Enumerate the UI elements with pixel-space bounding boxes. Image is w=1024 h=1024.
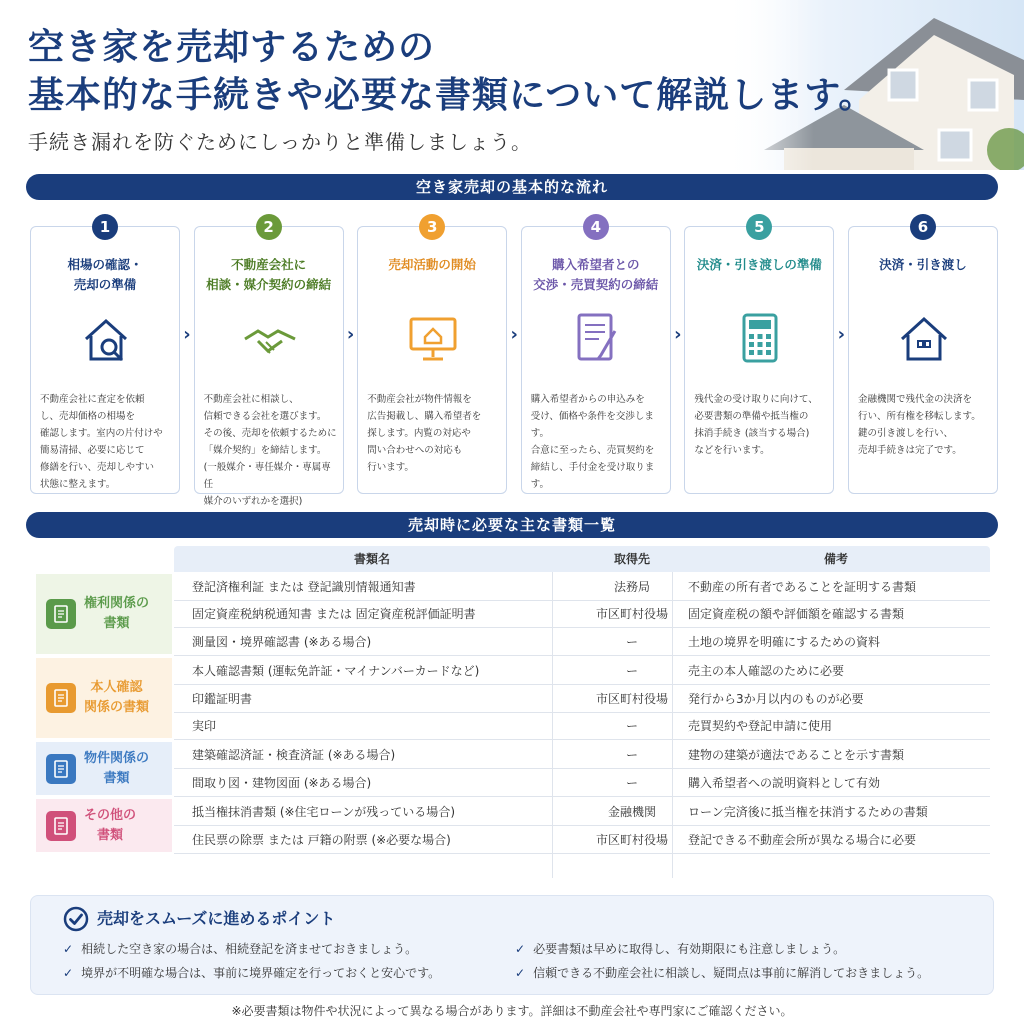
tips-box bbox=[30, 895, 994, 995]
document-name: 建築確認済証・検査済証 (※ある場合) bbox=[192, 748, 396, 763]
step-card bbox=[30, 226, 180, 494]
tip-item: ✓ 境界が不明確な場合は、事前に境界確定を行っておくと安心です。 bbox=[63, 966, 441, 980]
step-number-badge: 3 bbox=[419, 214, 445, 240]
chevron-right-icon: › bbox=[837, 324, 846, 345]
flow-step-1 bbox=[30, 214, 180, 494]
flow-steps bbox=[30, 214, 998, 507]
table-header bbox=[174, 546, 990, 572]
document-source: 市区町村役場 bbox=[595, 607, 668, 622]
category-label: 権利関係の 書類 bbox=[84, 596, 150, 632]
table-row bbox=[174, 742, 990, 769]
document-note: 発行から3か月以内のものが必要 bbox=[688, 691, 864, 706]
check-icon: ✓ bbox=[63, 942, 74, 956]
category-label: 本人確認 関係の書類 bbox=[84, 680, 150, 716]
chevron-right-icon: › bbox=[510, 324, 518, 345]
document-name: 間取り図・建物図面 (※ある場合) bbox=[192, 775, 372, 790]
document-source: 金融機関 bbox=[607, 805, 656, 820]
check-icon: ✓ bbox=[515, 966, 526, 980]
step-description: 残代金の受け取りに向けて、 必要書類の準備や抵当権の 抹消手続き (該当する場合) などを行います。 bbox=[694, 394, 818, 456]
step-number-badge: 1 bbox=[92, 214, 118, 240]
building-doc-icon bbox=[46, 754, 76, 784]
step-number-badge: 2 bbox=[256, 214, 282, 240]
column-header-note: 備考 bbox=[823, 552, 848, 566]
document-note: ローン完済後に抵当権を抹消するための書類 bbox=[688, 805, 928, 820]
document-note: 購入希望者への説明資料として有効 bbox=[688, 775, 881, 790]
flow-step-5 bbox=[684, 214, 834, 494]
table-row bbox=[174, 799, 990, 826]
step-card bbox=[194, 226, 344, 507]
documents-table bbox=[36, 546, 990, 878]
step-title: 相場の確認・ 売却の準備 bbox=[67, 257, 143, 292]
document-icon bbox=[46, 599, 76, 629]
step-description: 金融機関で残代金の決済を 行い、所有権を移転します。 鍵の引き渡しを行い、 売却手続きは完了です。 bbox=[858, 394, 981, 456]
document-name: 抵当権抹消書類 (※住宅ローンが残っている場合) bbox=[192, 805, 455, 820]
contract-icon bbox=[567, 309, 627, 369]
docs-heading: 売却時に必要な主な書類一覧 bbox=[26, 512, 998, 538]
document-note: 売主の本人確認のために必要 bbox=[688, 664, 845, 679]
step-description: 不動産会社に相談し、 信頼できる会社を選びます。 その後、売却を依頼するために 「媒介契約」を締結します。 (一般媒介・専任媒介・専属専任 媒介のいずれかを選択) bbox=[203, 394, 337, 507]
check-icon: ✓ bbox=[63, 966, 74, 980]
flow-step-3 bbox=[357, 214, 507, 494]
document-category bbox=[36, 799, 172, 852]
chevron-right-icon: › bbox=[346, 324, 355, 345]
document-category bbox=[36, 658, 172, 738]
column-header-source: 取得先 bbox=[613, 552, 650, 566]
page-title: 空き家を売却するための 基本的な手続きや必要な書類について解説します。 bbox=[28, 27, 876, 116]
id-card-icon bbox=[46, 683, 76, 713]
document-name: 本人確認書類 (運転免許証・マイナンバーカードなど) bbox=[192, 664, 480, 679]
step-card bbox=[521, 226, 671, 494]
table-row bbox=[174, 686, 990, 713]
header bbox=[0, 0, 1024, 170]
document-name: 住民票の除票 または 戸籍の附票 (※必要な場合) bbox=[192, 832, 451, 847]
table-row bbox=[174, 658, 990, 685]
step-title: 不動産会社に 相談・媒介契約の締結 bbox=[206, 257, 332, 292]
document-source: ー bbox=[625, 748, 638, 763]
chevron-right-icon: › bbox=[674, 324, 682, 345]
document-name: 印鑑証明書 bbox=[192, 691, 253, 706]
document-source: ー bbox=[625, 664, 638, 679]
document-category bbox=[36, 742, 172, 795]
document-note: 土地の境界を明確にするための資料 bbox=[688, 634, 881, 649]
document-source: ー bbox=[625, 719, 638, 733]
calculator-icon bbox=[730, 309, 790, 369]
step-title: 売却活動の開始 bbox=[388, 257, 476, 272]
document-category bbox=[36, 574, 172, 654]
document-source: 市区町村役場 bbox=[595, 832, 668, 847]
document-note: 不動産の所有者であることを証明する書類 bbox=[688, 580, 917, 594]
step-card bbox=[357, 226, 507, 494]
document-source: ー bbox=[625, 634, 638, 649]
document-source: 市区町村役場 bbox=[595, 691, 668, 706]
step-card bbox=[684, 226, 834, 494]
category-label: その他の 書類 bbox=[84, 807, 137, 843]
flow-heading: 空き家売却の基本的な流れ bbox=[26, 174, 998, 200]
check-icon: ✓ bbox=[515, 942, 526, 956]
step-description: 購入希望者からの申込みを 受け、価格や条件を交渉します。 合意に至ったら、売買契約を 締結し、手付金を受け取ります。 bbox=[530, 394, 655, 490]
document-source: 法務局 bbox=[613, 580, 650, 594]
step-number-badge: 4 bbox=[583, 214, 609, 240]
flow-step-2 bbox=[194, 214, 344, 507]
step-description: 不動産会社が物件情報を 広告掲載し、購入希望者を 探します。内覧の対応や 問い合わせへの対応も 行います。 bbox=[367, 394, 482, 473]
document-note: 売買契約や登記申請に使用 bbox=[688, 719, 833, 733]
step-title: 決済・引き渡しの準備 bbox=[696, 257, 822, 272]
step-title: 購入希望者との 交渉・売買契約の締結 bbox=[533, 257, 659, 292]
document-name: 固定資産税納税通知書 または 固定資産税評価証明書 bbox=[192, 607, 476, 622]
page-subtitle: 手続き漏れを防ぐためにしっかりと準備しましょう。 bbox=[28, 130, 532, 154]
column-header-document: 書類名 bbox=[353, 552, 390, 566]
flow-step-4 bbox=[521, 214, 671, 494]
handshake-icon bbox=[240, 309, 300, 369]
step-number-badge: 5 bbox=[746, 214, 772, 240]
monitor-house-icon bbox=[403, 309, 463, 369]
document-name: 測量図・境界確認書 (※ある場合) bbox=[192, 634, 372, 649]
table-row bbox=[174, 601, 990, 628]
tip-item: ✓ 信頼できる不動産会社に相談し、疑問点は事前に解消しておきましょう。 bbox=[515, 966, 930, 980]
document-source: ー bbox=[625, 775, 638, 790]
table-row bbox=[174, 770, 990, 797]
table-row bbox=[174, 713, 990, 740]
step-description: 不動産会社に査定を依頼 し、売却価格の相場を 確認します。室内の片付けや 簡易清掃、必要に応じて 修繕を行い、売却しやすい 状態に整えます。 bbox=[40, 394, 163, 490]
house-doc-icon bbox=[46, 811, 76, 841]
step-card bbox=[848, 226, 998, 494]
document-note: 建物の建築が適法であることを示す書類 bbox=[688, 748, 905, 763]
step-title: 決済・引き渡し bbox=[879, 257, 967, 272]
tip-item: ✓ 必要書類は早めに取得し、有効期限にも注意しましょう。 bbox=[515, 942, 846, 956]
house-search-icon bbox=[76, 309, 136, 369]
document-name: 登記済権利証 または 登記識別情報通知書 bbox=[192, 580, 416, 594]
document-note: 固定資産税の額や評価額を確認する書類 bbox=[688, 607, 905, 622]
chevron-right-icon: › bbox=[183, 324, 191, 345]
category-label: 物件関係の 書類 bbox=[84, 750, 150, 786]
tips-title: 売却をスムーズに進めるポイント bbox=[97, 909, 336, 928]
tip-item: ✓ 相続した空き家の場合は、相続登記を済ませておきましょう。 bbox=[63, 942, 418, 956]
flow-step-6 bbox=[848, 214, 998, 494]
house-icon bbox=[894, 309, 954, 369]
table-row bbox=[174, 827, 990, 854]
footnote: ※必要書類は物件や状況によって異なる場合があります。詳細は不動産会社や専門家にご確認ください。 bbox=[231, 1004, 793, 1018]
document-note: 登記できる不動産会所が異なる場合に必要 bbox=[688, 832, 917, 847]
table-row bbox=[174, 574, 990, 601]
document-name: 実印 bbox=[192, 719, 217, 733]
table-row bbox=[174, 629, 990, 656]
check-circle-icon bbox=[63, 906, 89, 932]
step-number-badge: 6 bbox=[910, 214, 936, 240]
